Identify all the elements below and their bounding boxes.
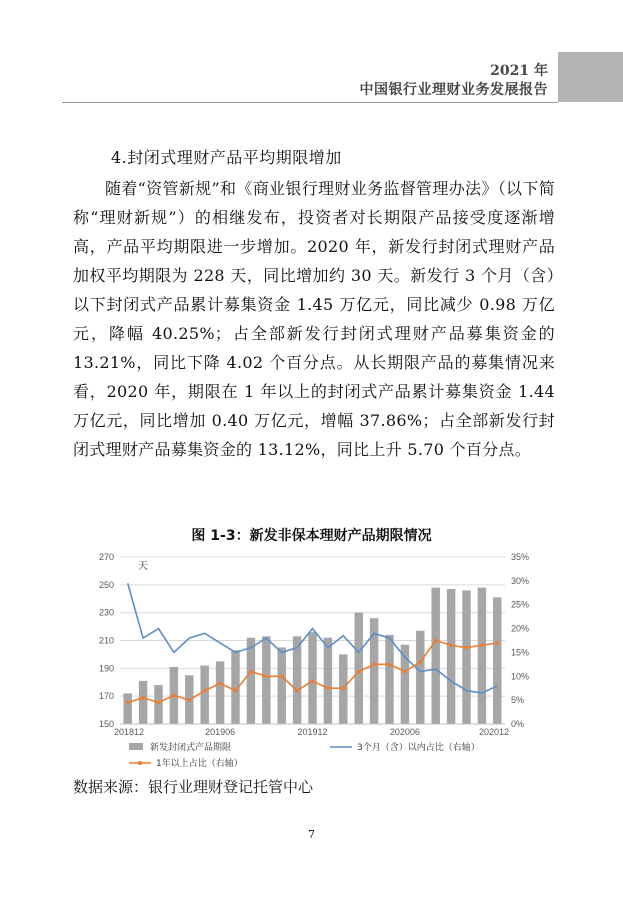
bar: [247, 638, 255, 724]
long-term-share-point: [419, 660, 423, 664]
x-axis-tick: 201912: [297, 727, 328, 737]
legend-label: 新发封闭式产品期限: [150, 743, 232, 753]
right-axis-tick: 20%: [511, 623, 530, 634]
left-axis-tick: 150: [98, 719, 114, 729]
header-gray-block: [558, 52, 623, 102]
bar: [324, 638, 332, 724]
long-term-share-point: [372, 663, 376, 667]
legend-swatch-long-marker: [138, 761, 142, 765]
left-axis-tick: 170: [98, 691, 114, 702]
long-term-share-point: [141, 696, 145, 700]
left-axis-tick: 210: [98, 635, 114, 646]
section-heading: 4.封闭式理财产品平均期限增加: [111, 148, 342, 167]
long-term-share-point: [234, 689, 238, 693]
page-number: 7: [308, 828, 315, 841]
long-term-share-point: [280, 674, 284, 678]
right-axis-tick: 0%: [511, 719, 525, 729]
bar: [154, 685, 162, 724]
bar: [385, 635, 393, 724]
bar: [293, 636, 301, 724]
long-term-share-point: [403, 670, 407, 674]
long-term-share-point: [172, 694, 176, 698]
long-term-share-point: [126, 701, 130, 705]
x-axis-tick: 201906: [205, 727, 236, 737]
bar: [354, 613, 362, 724]
long-term-share-point: [342, 686, 346, 690]
right-axis-tick: 10%: [511, 671, 530, 682]
x-axis-tick: 202012: [478, 727, 509, 737]
data-source: 数据来源：银行业理财登记托管中心: [73, 778, 314, 796]
long-term-share-point: [218, 682, 222, 686]
right-axis-tick: 5%: [511, 695, 525, 706]
legend-label: 1年以上占比（右轴）: [156, 759, 243, 769]
long-term-share-point: [188, 698, 192, 702]
bar: [308, 632, 316, 724]
header-year: 2021 年: [490, 63, 548, 79]
right-axis-tick: 15%: [511, 647, 530, 658]
long-term-share-point: [496, 641, 500, 645]
left-axis-unit: 天: [138, 561, 148, 572]
long-term-share-point: [326, 686, 330, 690]
bar: [277, 647, 285, 724]
left-axis-tick: 270: [98, 552, 114, 562]
right-axis-tick: 35%: [511, 552, 530, 562]
legend-swatch-bar: [129, 743, 143, 750]
long-term-share-point: [465, 646, 469, 650]
left-axis-tick: 250: [98, 579, 114, 590]
long-term-share-point: [357, 670, 361, 674]
header-divider: [62, 102, 558, 103]
bar: [262, 636, 270, 724]
right-axis-tick: 25%: [511, 599, 530, 610]
legend-label: 3个月（含）以内占比（右轴）: [357, 743, 480, 753]
bar: [123, 693, 131, 724]
body-paragraph: 随着“资管新规”和《商业银行理财业务监督管理办法》（以下简称“理财新规”）的相继发布，投资者对长期限产品接受度逐渐增高，产品平均期限进一步增加。2020 年，新发行封闭式理财产品加权平均期限为 228 天，同比增加约 30 天。新发行 3 个月（含）以下封闭式产品累计募集资金 1.45 万亿元，同比减少 0.98 万亿元，降幅 40.25%；占全部新发行封闭式理财产品募集资金的 13.21%，同比下降 4.02 个百分点。从长期限产品的募集情况来看，2020 年，期限在 1 年以上的封闭式产品累计募集资金 1.44 万亿元，同比增加 0.40 万亿元，增幅 37.86%；占全部新发行封闭式理财产品募集资金的 13.12%，同比上升 5.70 个百分点。: [73, 179, 555, 459]
left-axis-tick: 230: [98, 607, 114, 618]
bar: [478, 588, 486, 724]
long-term-share-point: [295, 689, 299, 693]
right-axis-tick: 30%: [511, 575, 530, 586]
figure-title: 图 1-3：新发非保本理财产品期限情况: [191, 528, 432, 544]
long-term-share-point: [434, 639, 438, 643]
bar: [200, 666, 208, 724]
long-term-share-point: [388, 663, 392, 667]
bar: [493, 597, 501, 724]
bar: [431, 588, 439, 724]
header-title: 中国银行业理财业务发展报告: [359, 82, 548, 98]
bar: [216, 661, 224, 724]
x-axis-tick: 201812: [114, 727, 145, 737]
bar: [447, 589, 455, 724]
duration-chart: [0, 545, 623, 777]
long-term-share-point: [480, 643, 484, 647]
long-term-share-point: [203, 689, 207, 693]
long-term-share-point: [249, 670, 253, 674]
bar: [139, 681, 147, 724]
long-term-share-point: [265, 674, 269, 678]
long-term-share-point: [449, 643, 453, 647]
long-term-share-point: [311, 679, 315, 683]
bar: [462, 590, 470, 724]
long-term-share-point: [157, 701, 161, 705]
x-axis-tick: 202006: [389, 727, 420, 737]
bar: [416, 631, 424, 724]
left-axis-tick: 190: [98, 663, 114, 674]
